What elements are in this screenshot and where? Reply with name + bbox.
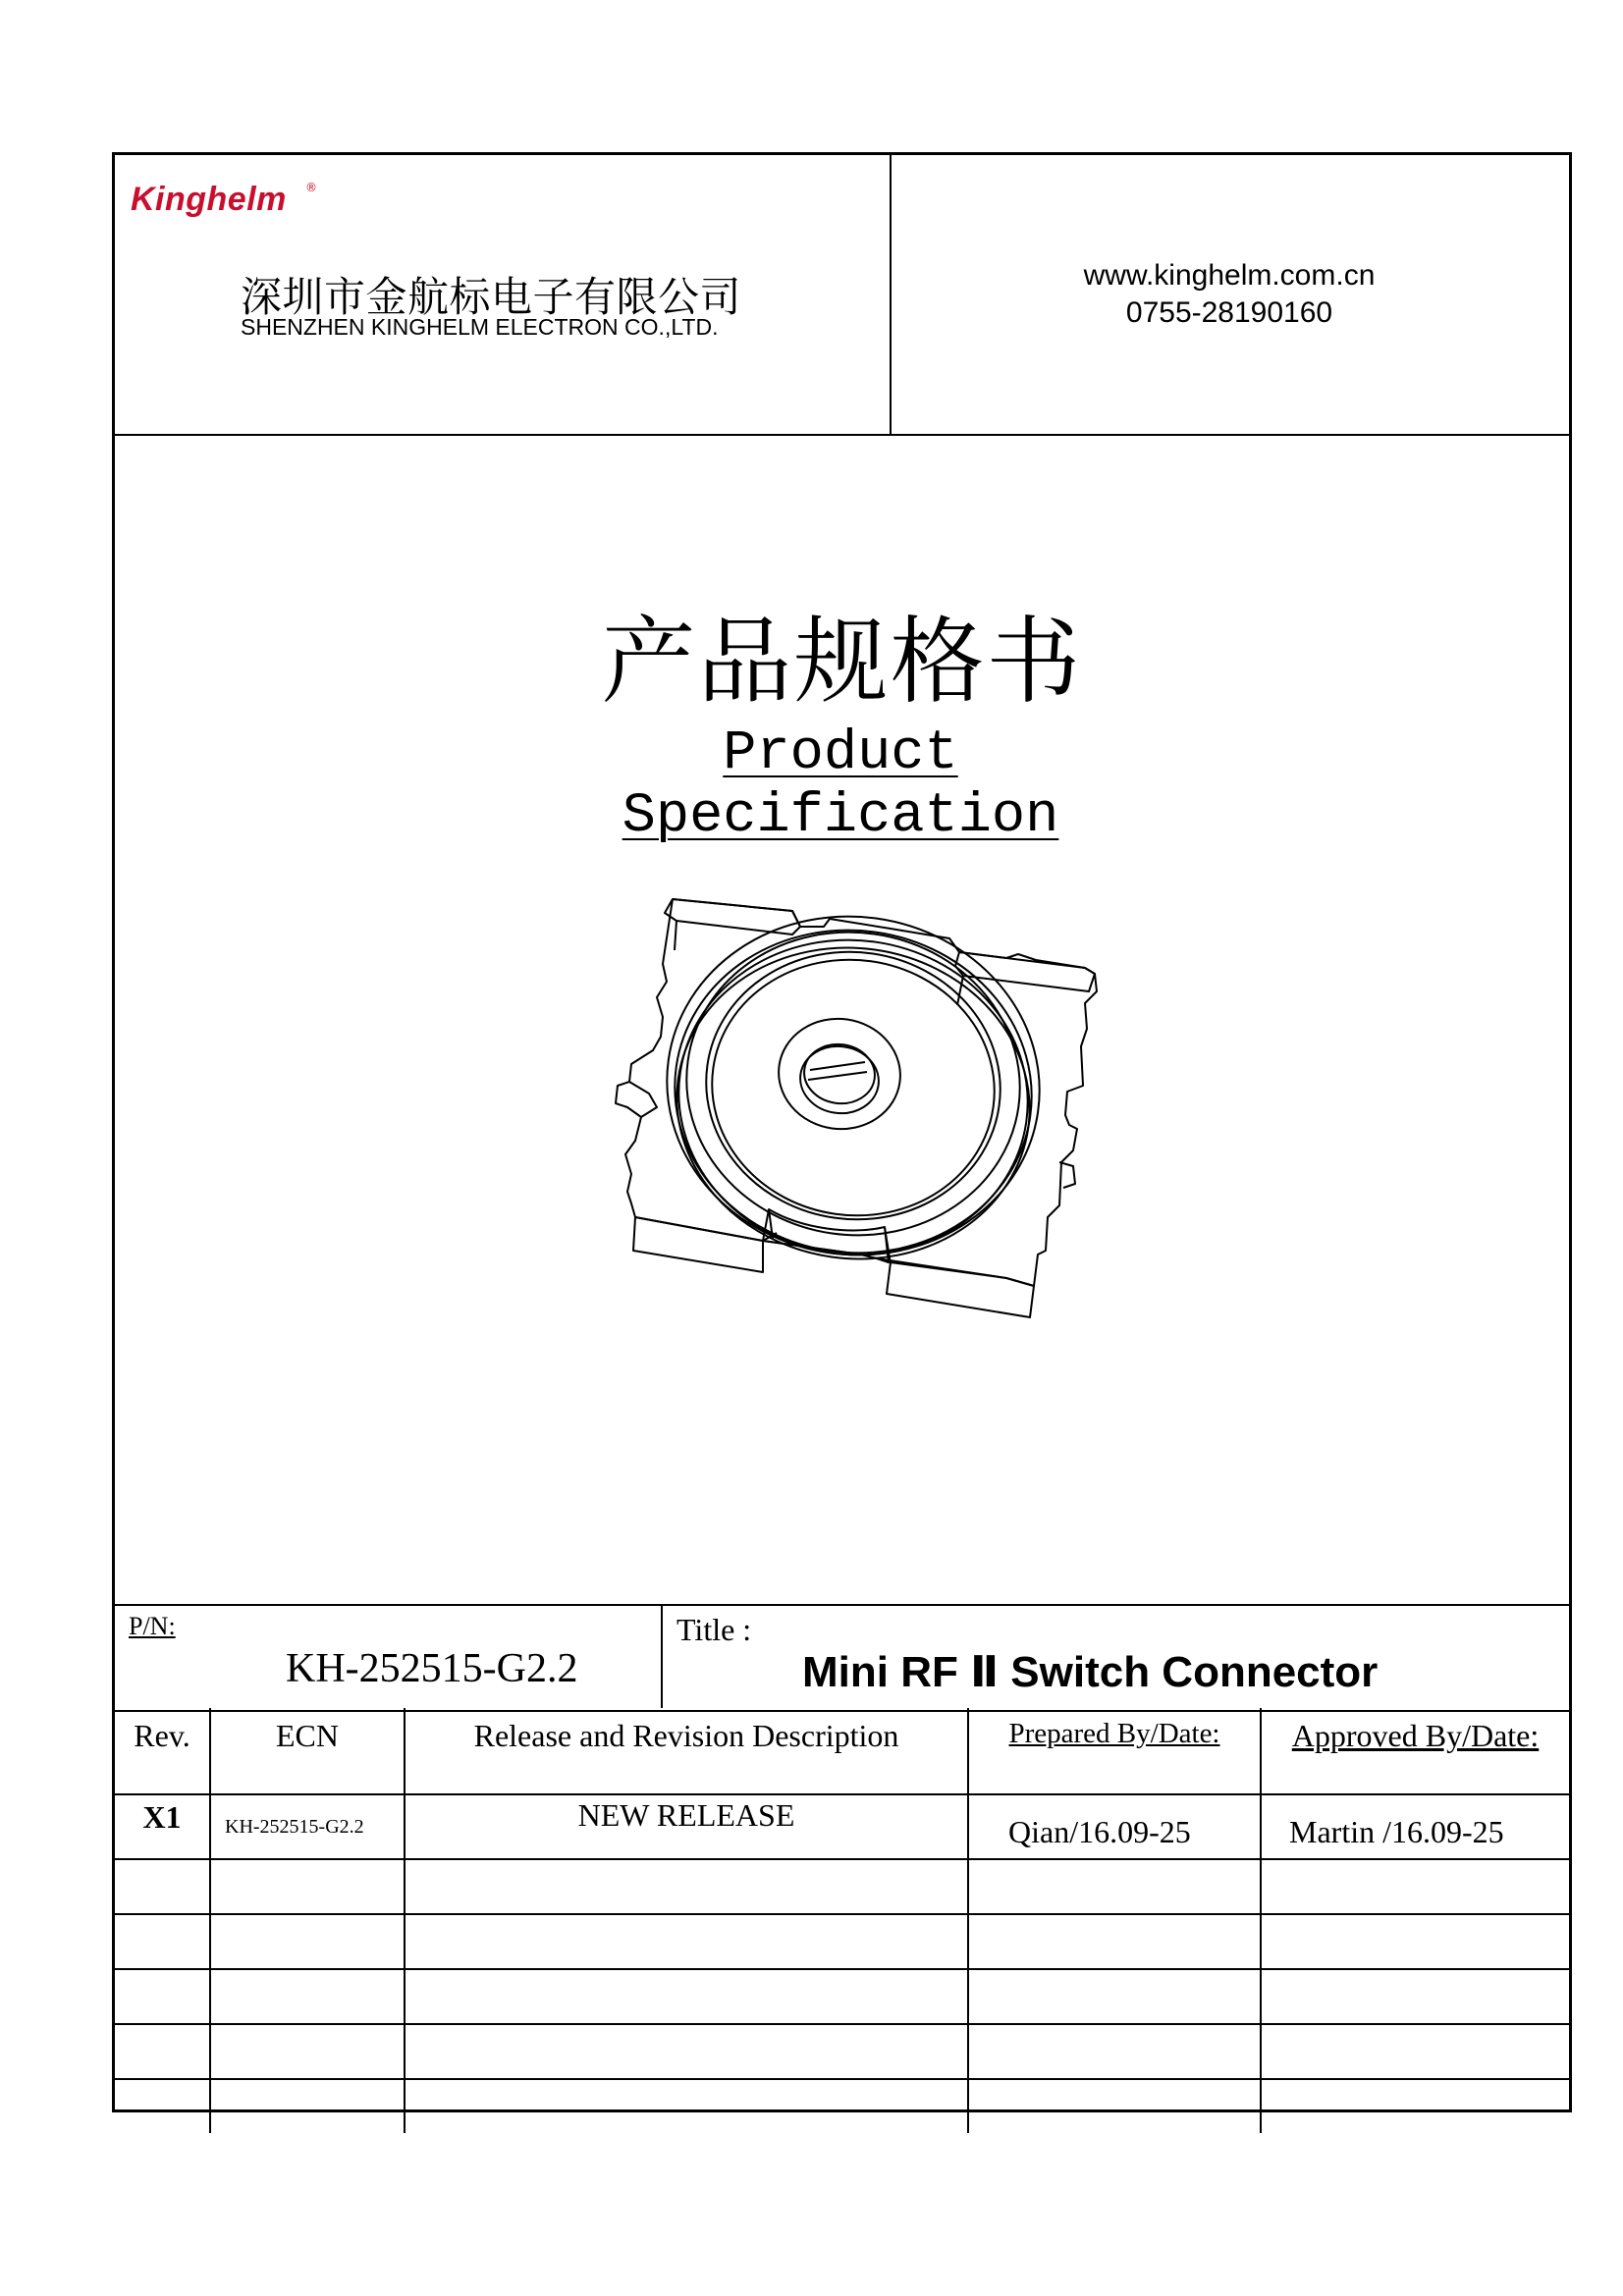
- company-name-cn: 深圳市金航标电子有限公司: [241, 273, 742, 321]
- empty-cell: [115, 2024, 210, 2079]
- empty-cell: [1261, 2024, 1569, 2079]
- ecn-cell: KH-252515-G2.2: [210, 1794, 405, 1859]
- empty-cell: [1261, 1914, 1569, 1969]
- table-row: [115, 1794, 1569, 1859]
- document-header: [115, 155, 1569, 436]
- table-row: [115, 2079, 1569, 2133]
- document-title-en: Product Specification: [622, 722, 1059, 848]
- empty-cell: [968, 1969, 1261, 2024]
- empty-cell: [115, 1969, 210, 2024]
- empty-cell: [405, 2024, 968, 2079]
- empty-cell: [1261, 1859, 1569, 1914]
- empty-cell: [405, 2079, 968, 2133]
- empty-cell: [115, 2079, 210, 2133]
- description-header: Release and Revision Description: [405, 1708, 968, 1794]
- empty-cell: [405, 1914, 968, 1969]
- ecn-header: ECN: [210, 1708, 405, 1794]
- part-info-divider: [661, 1606, 663, 1708]
- rev-header: Rev.: [115, 1708, 210, 1794]
- prepared-header: Prepared By/Date:: [968, 1708, 1261, 1794]
- company-logo: Kinghelm: [131, 181, 287, 218]
- pn-value: KH-252515-G2.2: [286, 1646, 578, 1691]
- empty-cell: [210, 1859, 405, 1914]
- title-value: Mini RF Ⅱ Switch Connector: [802, 1648, 1379, 1696]
- website-url: www.kinghelm.com.cn: [1083, 259, 1376, 292]
- empty-cell: [1261, 2079, 1569, 2133]
- empty-cell: [210, 2079, 405, 2133]
- empty-cell: [405, 1859, 968, 1914]
- revision-table: [115, 1708, 1569, 2133]
- part-info-row: [115, 1604, 1569, 1712]
- approved-header: Approved By/Date:: [1261, 1708, 1569, 1794]
- pn-label: P/N:: [129, 1612, 176, 1640]
- revision-table-header: [115, 1708, 1569, 1794]
- empty-cell: [210, 1914, 405, 1969]
- prepared-cell: Qian/16.09-25: [968, 1794, 1261, 1859]
- table-row: [115, 1914, 1569, 1969]
- approved-cell: Martin /16.09-25: [1261, 1794, 1569, 1859]
- phone-number: 0755-28190160: [1125, 296, 1333, 329]
- document-title-cn: 产品规格书: [601, 607, 1083, 717]
- registered-mark: ®: [305, 181, 317, 194]
- title-label: Title :: [676, 1612, 752, 1647]
- empty-cell: [1261, 1969, 1569, 2024]
- empty-cell: [968, 1914, 1261, 1969]
- rev-cell: X1: [115, 1794, 210, 1859]
- empty-cell: [405, 1969, 968, 2024]
- document-frame: [112, 152, 1572, 2112]
- company-name-en: SHENZHEN KINGHELM ELECTRON CO.,LTD.: [241, 314, 719, 340]
- empty-cell: [115, 1914, 210, 1969]
- empty-cell: [968, 2079, 1261, 2133]
- empty-cell: [115, 1859, 210, 1914]
- description-cell: NEW RELEASE: [405, 1794, 968, 1859]
- empty-cell: [968, 1859, 1261, 1914]
- connector-drawing: [567, 889, 1254, 1439]
- empty-cell: [968, 2024, 1261, 2079]
- empty-cell: [210, 2024, 405, 2079]
- table-row: [115, 1969, 1569, 2024]
- table-row: [115, 1859, 1569, 1914]
- contact-block: [890, 257, 1569, 332]
- table-row: [115, 2024, 1569, 2079]
- empty-cell: [210, 1969, 405, 2024]
